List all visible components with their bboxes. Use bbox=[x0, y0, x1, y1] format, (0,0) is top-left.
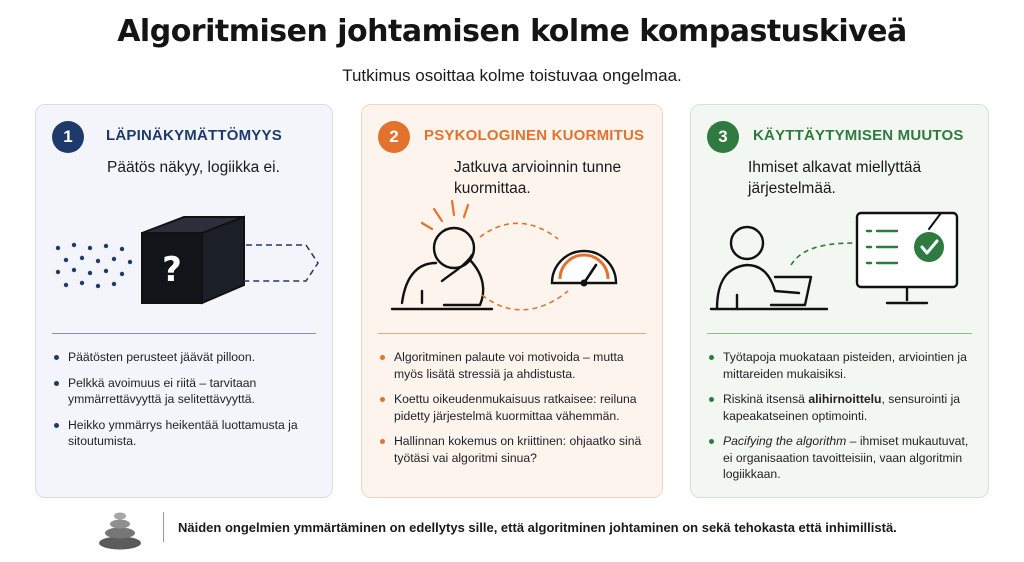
card-divider bbox=[378, 333, 646, 334]
list-item: Pacifying the algorithm – ihmiset mukautuvat, ei organisaation tavoitteisiin, vaan algoritmin logiikkaan. bbox=[709, 433, 979, 483]
card-number-badge: 1 bbox=[52, 121, 84, 153]
bullet-dot bbox=[380, 439, 385, 444]
list-item: Heikko ymmärrys heikentää luottamusta ja sitoutumista. bbox=[54, 417, 320, 450]
bullet-dot bbox=[54, 381, 59, 386]
card-psychological-load bbox=[361, 104, 663, 498]
bullet-dot bbox=[380, 355, 385, 360]
list-item: Työtapoja muokataan pisteiden, arviointien ja mittareiden mukaisiksi. bbox=[709, 349, 979, 382]
stacked-stones-icon bbox=[96, 510, 144, 550]
card-divider bbox=[707, 333, 972, 334]
page-subtitle: Tutkimus osoittaa kolme toistuvaa ongelmaa. bbox=[342, 66, 682, 85]
black-box-icon bbox=[36, 105, 334, 333]
page-title: Algoritmisen johtamisen kolme kompastuskiveä bbox=[117, 14, 907, 49]
bullet-list bbox=[54, 349, 320, 459]
bullet-dot bbox=[709, 355, 714, 360]
card-divider bbox=[52, 333, 316, 334]
bullet-dot bbox=[709, 397, 714, 402]
card-title: LÄPINÄKYMÄTTÖMYYS bbox=[106, 127, 282, 144]
list-item: Päätösten perusteet jäävät pilloon. bbox=[54, 349, 320, 366]
card-lead: Päätös näkyy, logiikka ei. bbox=[107, 159, 280, 176]
bullet-dot bbox=[54, 423, 59, 428]
card-lead: Ihmiset alkavat miellyttää järjestelmää. bbox=[748, 159, 922, 197]
card-opacity bbox=[35, 104, 333, 498]
stressed-person-gauge-icon bbox=[362, 105, 664, 333]
footer-divider bbox=[163, 512, 164, 542]
card-lead: Jatkuva arvioinnin tunne kuormittaa. bbox=[454, 159, 622, 197]
bullet-dot bbox=[54, 355, 59, 360]
card-title: PSYKOLOGINEN KUORMITUS bbox=[424, 127, 645, 144]
bullet-dot bbox=[709, 439, 714, 444]
card-number-badge: 2 bbox=[378, 121, 410, 153]
list-item: Hallinnan kokemus on kriittinen: ohjaatko sinä työtäsi vai algoritmi sinua? bbox=[380, 433, 656, 466]
person-monitor-checkmark-icon bbox=[691, 105, 990, 333]
bullet-list bbox=[380, 349, 656, 475]
card-number-badge: 3 bbox=[707, 121, 739, 153]
list-item: Riskinä itsensä alihirnoittelu, sensurointi ja kapeakatseinen optimointi. bbox=[709, 391, 979, 424]
bullet-dot bbox=[380, 397, 385, 402]
list-item: Koettu oikeudenmukaisuus ratkaisee: reiluna pidetty järjestelmä kuormittaa vähemmän. bbox=[380, 391, 656, 424]
list-item: Algoritminen palaute voi motivoida – mutta myös lisätä stressiä ja ahdistusta. bbox=[380, 349, 656, 382]
bullet-list bbox=[709, 349, 979, 492]
card-title: KÄYTTÄYTYMISEN MUUTOS bbox=[753, 127, 964, 144]
card-behaviour-change bbox=[690, 104, 989, 498]
list-item: Pelkkä avoimuus ei riitä – tarvitaan ymmärrettävyyttä ja selitettävyyttä. bbox=[54, 375, 320, 408]
svg-text:?: ? bbox=[162, 250, 182, 290]
footer-text: Näiden ongelmien ymmärtäminen on edellytys sille, että algoritminen johtaminen on sekä tehokasta että inhimillistä. bbox=[178, 520, 897, 535]
